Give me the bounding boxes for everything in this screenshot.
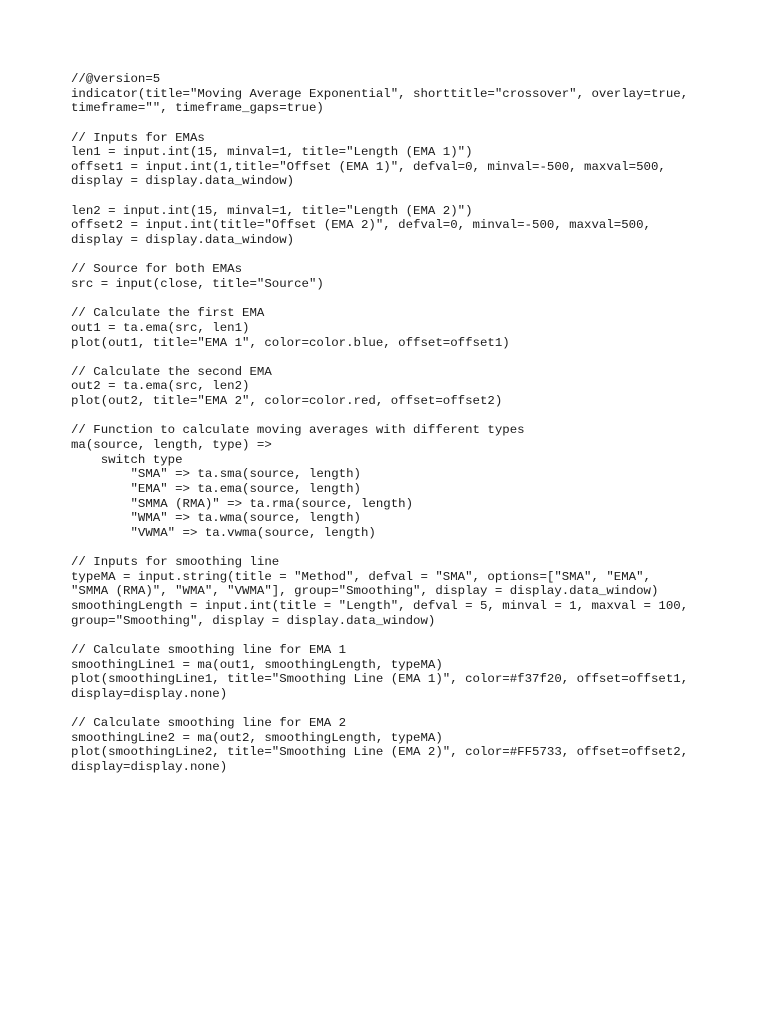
- blank-line: [71, 248, 731, 263]
- code-line: len1 = input.int(15, minval=1, title="Length (EMA 1)"): [71, 145, 473, 160]
- code-line: src = input(close, title="Source"): [71, 276, 324, 291]
- code-line: smoothingLine2 = ma(out2, smoothingLength, typeMA): [71, 730, 443, 745]
- blank-line: [71, 409, 731, 424]
- code-line: display=display.none): [71, 686, 228, 701]
- code-comment: // Calculate smoothing line for EMA 1: [71, 642, 347, 657]
- code-line: ma(source, length, type) =>: [71, 438, 272, 453]
- code-line: "SMA" => ta.sma(source, length): [71, 467, 361, 482]
- code-line: smoothingLine1 = ma(out1, smoothingLength, typeMA): [71, 657, 443, 672]
- code-line: offset1 = input.int(1,title="Offset (EMA 1)", defval=0, minval=-500, maxval=500,: [71, 159, 666, 174]
- blank-line: [71, 350, 731, 365]
- blank-line: [71, 189, 731, 204]
- code-line: indicator(title="Moving Average Exponential", shorttitle="crossover", overlay=true,: [71, 86, 689, 101]
- code-line: out2 = ta.ema(src, len2): [71, 379, 250, 394]
- blank-line: [71, 628, 731, 643]
- code-line: plot(out1, title="EMA 1", color=color.blue, offset=offset1): [71, 335, 510, 350]
- code-line: plot(smoothingLine2, title="Smoothing Line (EMA 2)", color=#FF5733, offset=offset2,: [71, 745, 689, 760]
- code-line: //@version=5: [71, 72, 161, 86]
- code-line: "WMA" => ta.wma(source, length): [71, 511, 361, 526]
- code-comment: // Calculate the first EMA: [71, 306, 265, 321]
- blank-line: [71, 116, 731, 131]
- code-comment: // Function to calculate moving averages with different types: [71, 423, 525, 438]
- code-line: len2 = input.int(15, minval=1, title="Length (EMA 2)"): [71, 203, 473, 218]
- code-line: timeframe="", timeframe_gaps=true): [71, 101, 324, 116]
- code-line: plot(smoothingLine1, title="Smoothing Line (EMA 1)", color=#f37f20, offset=offset1,: [71, 672, 689, 687]
- code-line: "SMMA (RMA)" => ta.rma(source, length): [71, 496, 414, 511]
- blank-line: [71, 541, 731, 556]
- code-line: display = display.data_window): [71, 233, 295, 248]
- blank-line: [71, 292, 731, 307]
- code-comment: // Inputs for EMAs: [71, 130, 205, 145]
- code-comment: // Calculate the second EMA: [71, 364, 272, 379]
- code-block: [71, 72, 731, 775]
- code-line: "VWMA" => ta.vwma(source, length): [71, 525, 376, 540]
- code-line: display=display.none): [71, 760, 228, 775]
- code-line: offset2 = input.int(title="Offset (EMA 2)", defval=0, minval=-500, maxval=500,: [71, 218, 651, 233]
- blank-line: [71, 702, 731, 717]
- code-line: switch type: [71, 452, 183, 467]
- code-line: group="Smoothing", display = display.data_window): [71, 613, 436, 628]
- code-line: "EMA" => ta.ema(source, length): [71, 481, 361, 496]
- code-line: typeMA = input.string(title = "Method", defval = "SMA", options=["SMA", "EMA",: [71, 569, 651, 584]
- code-line: "SMMA (RMA)", "WMA", "VWMA"], group="Smoothing", display = display.data_window): [71, 584, 659, 599]
- code-line: out1 = ta.ema(src, len1): [71, 320, 250, 335]
- code-comment: // Inputs for smoothing line: [71, 555, 280, 570]
- code-comment: // Source for both EMAs: [71, 262, 243, 277]
- code-line: display = display.data_window): [71, 174, 295, 189]
- code-comment: // Calculate smoothing line for EMA 2: [71, 716, 347, 731]
- code-line: smoothingLength = input.int(title = "Length", defval = 5, minval = 1, maxval = 100,: [71, 599, 689, 614]
- code-line: plot(out2, title="EMA 2", color=color.red, offset=offset2): [71, 394, 503, 409]
